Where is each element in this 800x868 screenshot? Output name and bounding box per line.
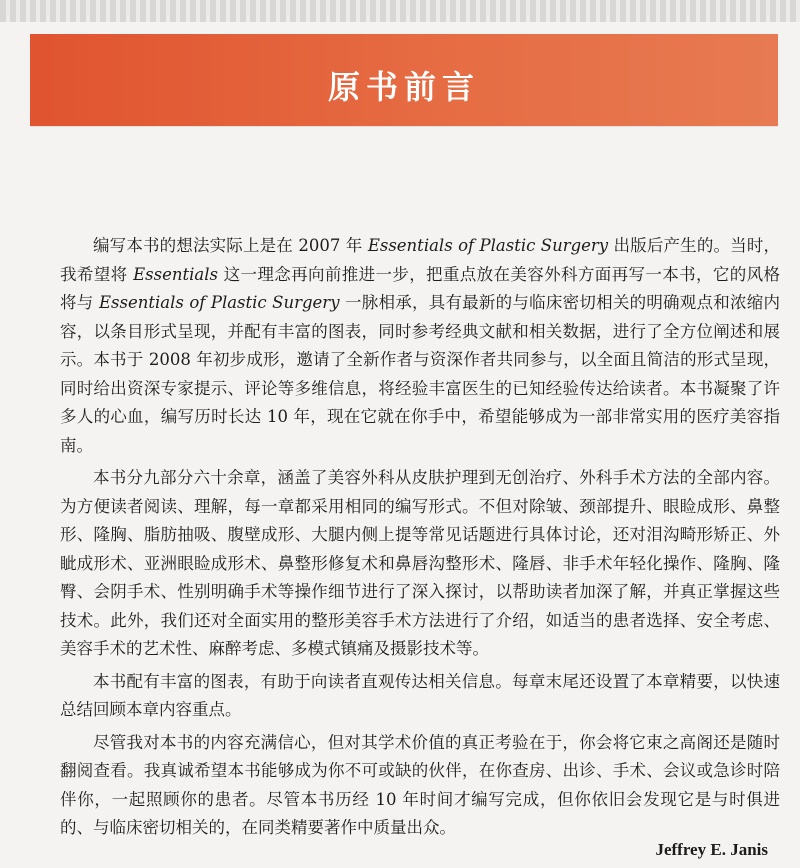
text-run: 这一理念再向前推进一步，把重点放在美容外科方面再写一本书，它的风格将与 (60, 264, 780, 312)
text-run: 一脉相承，具有最新的与临床密切相关的明确观点和浓缩内容，以条目形式呈现，并配有丰富的图表，同时参考经典文献和相关数据，进行了全方位阐述和展示。本书于 2008 年初步成形，邀请了全新作者与资深作者共同参与，以全面且简洁的形式呈现，同时给出资深专家提示、评论等多维信息，将经验丰富医生的已知经验传达给读者。本书凝聚了许多人的心血，编写历时长达 10 年，现在它就在你手中，希望能够成为一部非常实用的医疗美容指南。 (60, 293, 780, 455)
top-decorative-stripe (0, 0, 800, 22)
text-run: 本书配有丰富的图表，有助于向读者直观传达相关信息。每章末尾还设置了本章精要，以快速总结回顾本章内容重点。 (60, 671, 780, 719)
text-run: 本书分九部分六十余章，涵盖了美容外科从皮肤护理到无创治疗、外科手术方法的全部内容。为方便读者阅读、理解，每一章都采用相同的编写形式。不但对除皱、颈部提升、眼睑成形、鼻整形、隆胸、脂肪抽吸、腹壁成形、大腿内侧上提等常见话题进行具体讨论，还对泪沟畸形矫正、外眦成形术、亚洲眼睑成形术、鼻整形修复术和鼻唇沟整形术、隆唇、非手术年轻化操作、隆胸、隆臀、会阴手术、性别明确手术等操作细节进行了深入探讨，以帮助读者加深了解，并真正掌握这些技术。此外，我们还对全面实用的整形美容手术方法进行了介绍，如适当的患者选择、安全考虑、美容手术的艺术性、麻醉考虑、多模式镇痛及摄影技术等。 (60, 468, 780, 658)
page-title: 原书前言 (327, 68, 480, 106)
paragraph (60, 668, 780, 725)
italic-title-run: Essentials of Plastic Surgery (367, 236, 609, 255)
text-run: 出版后产生的。当时，我希望将 (60, 236, 780, 284)
header-band (30, 34, 778, 126)
author-signature: Jeffrey E. Janis (655, 840, 768, 859)
text-run: 尽管我对本书的内容充满信心，但对其学术价值的真正考验在于，你会将它束之高阁还是随时翻阅查看。我真诚希望本书能够成为你不可或缺的伙伴，在你查房、出诊、手术、会议或急诊时陪伴你，一起照顾你的患者。尽管本书历经 10 年时间才编写完成，但你依旧会发现它是与时俱进的、与临床密切相关的，在同类精要著作中质量出众。 (60, 732, 780, 837)
paragraph (60, 729, 780, 843)
italic-title-run: Essentials of Plastic Surgery (98, 293, 340, 312)
italic-title-run: Essentials (133, 264, 218, 284)
paragraph (60, 464, 780, 664)
paragraph (60, 232, 780, 460)
text-run: 编写本书的想法实际上是在 2007 年 (93, 236, 368, 255)
preface-body (60, 232, 780, 847)
